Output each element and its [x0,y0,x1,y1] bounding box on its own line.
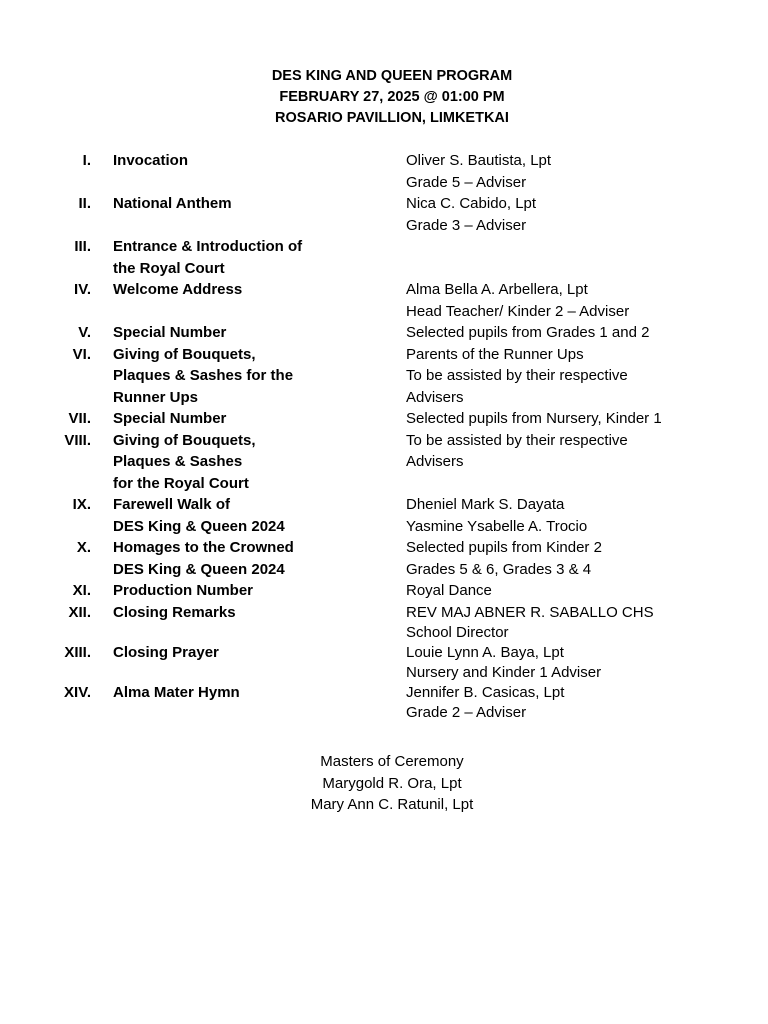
program-item-numeral: I. [82,152,91,169]
program-item-part [113,537,393,580]
program-item [0,494,768,537]
program-item-part [113,322,393,344]
program-person-line: Nursery and Kinder 1 Adviser [406,663,602,681]
program-item-part [113,602,393,624]
program-part-line: Homages to the Crowned [113,539,294,556]
program-part-line: Closing Remarks [113,603,236,621]
program-item [0,642,768,682]
program-item [0,408,768,430]
program-item-person [406,150,756,193]
program-item-part [113,430,393,495]
program-person-line: Head Teacher/ Kinder 2 – Adviser [406,302,630,320]
program-item-part [113,150,393,172]
program-item-person [406,430,756,473]
program-item-numeral: III. [74,238,91,255]
program-person-line: Advisers [406,388,464,406]
program-person-line: Yasmine Ysabelle A. Trocio [406,517,588,535]
program-part-line: the Royal Court [113,259,225,277]
program-part-line: Plaques & Sashes for the [113,367,294,384]
program-person-line: School Director [406,623,509,641]
program-person-line: Royal Dance [406,582,492,599]
program-item-person [406,193,756,236]
program-item-part [113,642,393,664]
program-person-line: Grade 3 – Adviser [406,216,527,234]
program-item-person [406,494,756,537]
program-item-part [113,236,393,279]
program-person-line: Nica C. Cabido, Lpt [406,195,537,212]
program-item-person [406,682,756,722]
program-person-line: Dheniel Mark S. Dayata [406,496,565,513]
program-part-line: Invocation [113,152,189,169]
program-person-line: Parents of the Runner Ups [406,345,584,363]
program-part-line: Production Number [113,582,254,599]
program-part-line: Alma Mater Hymn [113,683,240,701]
program-item-person [406,344,756,409]
program-item-numeral: IX. [72,496,91,513]
mc-name: Mary Ann C. Ratunil, Lpt [310,796,474,813]
program-part-line: Special Number [113,324,227,341]
program-part-line: for the Royal Court [113,474,249,492]
program-part-line: DES King & Queen 2024 [113,560,285,578]
program-item-part [113,494,393,537]
masters-of-ceremony [0,751,768,816]
program-part-line: Giving of Bouquets, [113,345,256,363]
program-person-line: Grade 2 – Adviser [406,703,527,721]
program-part-line: Farewell Walk of [113,496,230,513]
program-item-person [406,642,756,682]
program-title: DES KING AND QUEEN PROGRAM [271,68,513,84]
program-part-line: National Anthem [113,195,232,212]
program-person-line: Advisers [406,453,464,470]
program-item-numeral: XIII. [64,643,91,661]
program-item-part [113,279,393,301]
program-item-person [406,408,756,430]
program-item [0,602,768,642]
program-part-line: DES King & Queen 2024 [113,517,285,535]
program-item-numeral: II. [78,195,91,212]
program-part-line: Plaques & Sashes [113,453,243,470]
program-person-line: Selected pupils from Grades 1 and 2 [406,324,650,341]
program-item [0,537,768,580]
program-item [0,682,768,722]
program-item [0,580,768,602]
program-person-line: Louie Lynn A. Baya, Lpt [406,643,564,661]
program-item [0,150,768,193]
program-item-part [113,682,393,704]
program-date: FEBRUARY 27, 2025 @ 01:00 PM [279,89,505,105]
program-item-numeral: VI. [72,345,91,363]
program-person-line: Selected pupils from Nursery, Kinder 1 [406,410,662,427]
program-item [0,430,768,495]
program-item-person [406,602,756,642]
program-part-line: Entrance & Introduction of [113,238,303,255]
program-item-part [113,580,393,602]
program-part-line: Runner Ups [113,388,199,406]
program-item-numeral: XI. [72,582,91,599]
program-part-line: Giving of Bouquets, [113,431,256,449]
program-person-line: Oliver S. Bautista, Lpt [406,152,552,169]
program-item-numeral: V. [78,324,91,341]
program-header [0,66,768,129]
program-venue: ROSARIO PAVILLION, LIMKETKAI [275,110,509,126]
program-person-line: To be assisted by their respective [406,367,628,384]
program-item [0,236,768,279]
program-item-person [406,537,756,580]
program-person-line: Jennifer B. Casicas, Lpt [406,683,565,701]
program-item [0,193,768,236]
program-part-line: Welcome Address [113,281,243,298]
program-person-line: Alma Bella A. Arbellera, Lpt [406,281,588,298]
program-person-line: Selected pupils from Kinder 2 [406,539,602,556]
program-item-numeral: IV. [74,281,91,298]
mc-label: Masters of Ceremony [320,753,464,770]
program-item-numeral: XII. [68,603,91,621]
program-person-line: Grades 5 & 6, Grades 3 & 4 [406,560,592,578]
program-item-person [406,279,756,322]
program-item-person [406,580,756,602]
mc-name: Marygold R. Ora, Lpt [322,774,462,792]
program-part-line: Closing Prayer [113,643,219,661]
program-item-numeral: X. [76,539,91,556]
program-item-part [113,344,393,409]
program-item-person [406,322,756,344]
program-list [0,150,768,722]
program-item-part [113,408,393,430]
program-item [0,279,768,322]
program-item-numeral: VIII. [64,431,91,449]
program-item-part [113,193,393,215]
program-person-line: To be assisted by their respective [406,431,628,449]
program-item-numeral: VII. [68,410,91,427]
program-item [0,344,768,409]
program-item [0,322,768,344]
program-part-line: Special Number [113,410,227,427]
program-person-line: Grade 5 – Adviser [406,173,527,191]
program-person-line: REV MAJ ABNER R. SABALLO CHS [406,603,654,621]
program-item-numeral: XIV. [64,683,91,701]
